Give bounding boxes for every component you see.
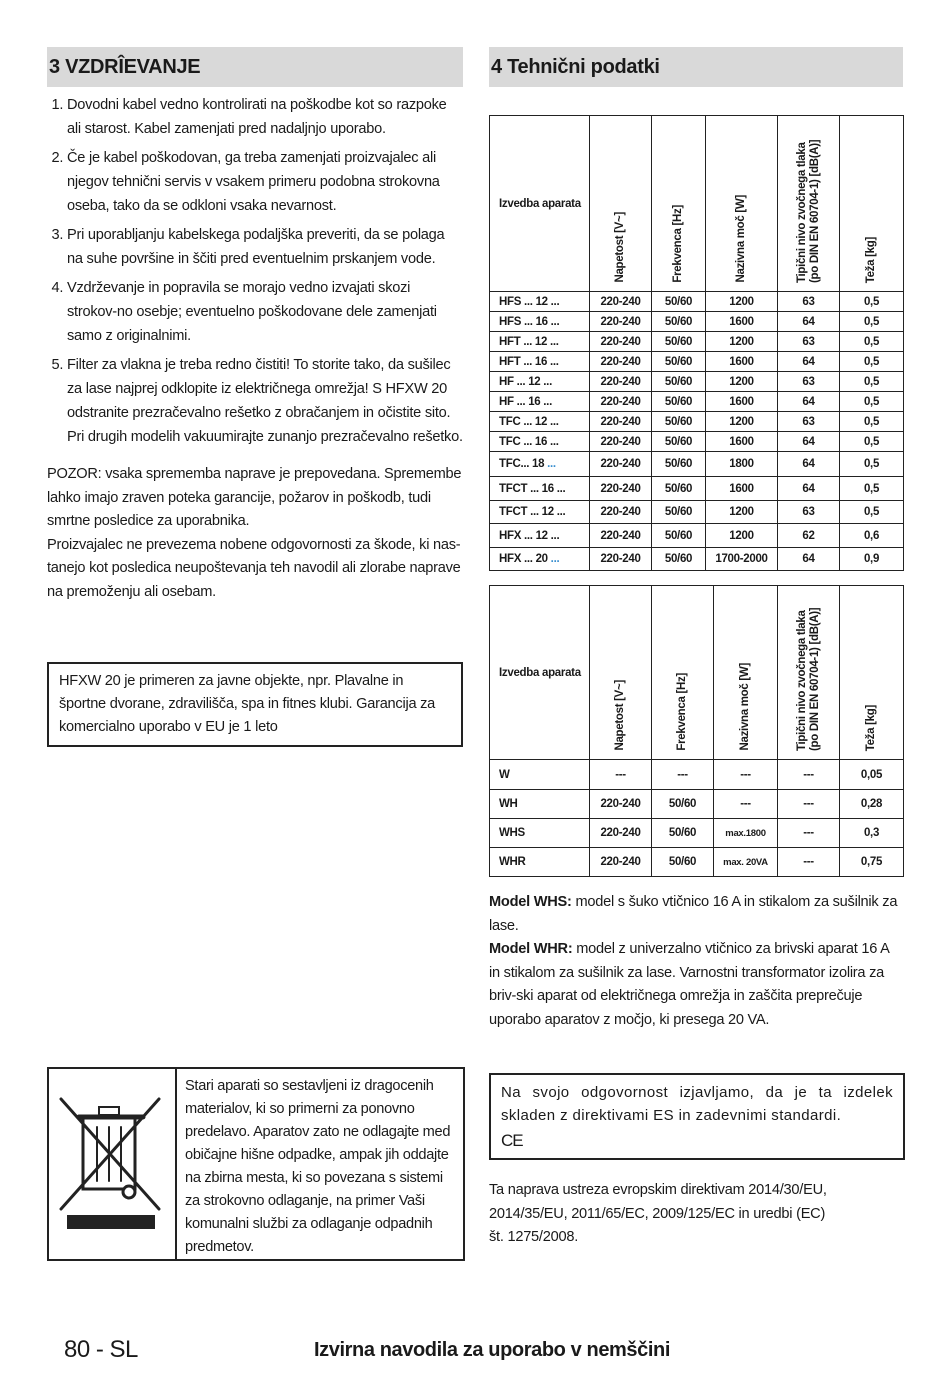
table-cell: 50/60 <box>652 477 706 501</box>
table-row <box>490 501 904 524</box>
model-cell: HF ... 16 ... <box>490 392 590 412</box>
table-cell: 50/60 <box>652 819 714 848</box>
table-cell: 63 <box>778 332 840 352</box>
model-whr-label: Model WHR: <box>489 941 573 957</box>
header-voltage: Napetost [V~] <box>590 116 652 292</box>
model-cell: HFT ... 12 ... <box>490 332 590 352</box>
model-whs-text: model s šuko vtičnico 16 A in stikalom za sušilnik za lase. <box>489 894 898 934</box>
table-cell: 0,5 <box>840 332 904 352</box>
table-cell: 50/60 <box>652 292 706 312</box>
table-cell: 50/60 <box>652 452 706 477</box>
table-cell: 1200 <box>706 332 778 352</box>
model-cell: TFC ... 16 ... <box>490 432 590 452</box>
table-row <box>490 548 904 571</box>
table-cell: 220-240 <box>590 790 652 819</box>
header-frequency: Frekvenca [Hz] <box>652 586 714 760</box>
table-cell: 50/60 <box>652 790 714 819</box>
table-cell: 1600 <box>706 392 778 412</box>
table-cell: 63 <box>778 292 840 312</box>
table-cell: 1600 <box>706 312 778 332</box>
table-row <box>490 760 904 790</box>
maintenance-section <box>47 47 463 747</box>
table-row <box>490 819 904 848</box>
spec-table-1-body <box>490 292 904 571</box>
declaration-text: Na svojo odgovornost izjavljamo, da je ta izdelek skladen z direktivami ES in zadevnimi standardi. <box>501 1084 893 1124</box>
table-cell: 220-240 <box>590 548 652 571</box>
header-voltage: Napetost [V~] <box>590 586 652 760</box>
table-cell: 220-240 <box>590 432 652 452</box>
model-cell: W <box>490 760 590 790</box>
header-frequency: Frekvenca [Hz] <box>652 116 706 292</box>
header-weight: Teža [kg] <box>840 116 904 292</box>
table-cell: 1700-2000 <box>706 548 778 571</box>
table-cell: --- <box>778 848 840 877</box>
table-cell: 0,5 <box>840 392 904 412</box>
table-cell: 50/60 <box>652 332 706 352</box>
table-cell: 63 <box>778 412 840 432</box>
model-whr-text: model z univerzalno vtičnico za brivski aparat 16 A in stikalom za sušilnik za lase. Varnostni transformator izolira za briv-ski aparat od električnega omrežja in zaščita preprečuje uporabo aparatov z močjo, ki presega 20 VA. <box>489 941 889 1028</box>
table-cell: 50/60 <box>652 432 706 452</box>
table-row <box>490 412 904 432</box>
table-cell: 62 <box>778 524 840 548</box>
liability-paragraph: Proizvajalec ne prevezema nobene odgovornosti za škode, ki nas-tanejo kot posledica neupoštevanja teh navodil ali zlorabe naprave na premoženju ali osebam. <box>47 536 461 600</box>
model-whs-label: Model WHS: <box>489 894 572 910</box>
tech-section <box>489 47 903 1032</box>
table-cell: 0,28 <box>840 790 904 819</box>
table-cell: 50/60 <box>652 548 706 571</box>
spec-table-1 <box>489 115 904 571</box>
table-cell: 64 <box>778 312 840 332</box>
model-whs-paragraph <box>489 891 903 938</box>
table-cell: 50/60 <box>652 501 706 524</box>
table-cell: 0,6 <box>840 524 904 548</box>
table-row <box>490 372 904 392</box>
table-row <box>490 477 904 501</box>
table-row <box>490 524 904 548</box>
model-whr-paragraph <box>489 938 903 1032</box>
model-cell: TFCT ... 12 ... <box>490 501 590 524</box>
model-cell: TFC... 18 ... <box>490 452 590 477</box>
table-cell: 220-240 <box>590 848 652 877</box>
table-cell: 0,5 <box>840 292 904 312</box>
table-cell: 220-240 <box>590 452 652 477</box>
table-cell: 64 <box>778 432 840 452</box>
table-cell: 63 <box>778 372 840 392</box>
table-cell: 50/60 <box>652 524 706 548</box>
table-cell: 1600 <box>706 432 778 452</box>
table-row <box>490 452 904 477</box>
model-cell: HFT ... 16 ... <box>490 352 590 372</box>
table-cell: max.1800 <box>714 819 778 848</box>
table-cell: 0,5 <box>840 412 904 432</box>
model-cell: TFC ... 12 ... <box>490 412 590 432</box>
table-cell: 64 <box>778 477 840 501</box>
model-cell: TFCT ... 16 ... <box>490 477 590 501</box>
model-cell: WHS <box>490 819 590 848</box>
table-cell: 0,5 <box>840 501 904 524</box>
spec-table-2-body <box>490 760 904 877</box>
table-cell: --- <box>778 819 840 848</box>
note-box: HFXW 20 je primeren za javne objekte, npr. Plavalne in športne dvorane, zdravilišča, spa in fitnes klubi. Garancija za komercialno uporabo v EU je 1 leto <box>47 662 463 747</box>
list-item: 3. Pri uporabljanju kabelskega podaljška preveriti, da se polaga na suhe površine in ščiti pred eventuelnim prskanjem vode. <box>67 223 463 271</box>
model-cell: WH <box>490 790 590 819</box>
table-row <box>490 352 904 372</box>
table-row <box>490 312 904 332</box>
table-cell: 220-240 <box>590 412 652 432</box>
header-power: Nazivna moč [W] <box>714 586 778 760</box>
ce-mark-icon: CE <box>501 1131 523 1150</box>
table-cell: --- <box>652 760 714 790</box>
spec-table-2 <box>489 585 904 877</box>
maintenance-list <box>47 93 463 449</box>
list-item: 5. Filter za vlakna je treba redno čistiti! To storite tako, da sušilec za lase najprej odklopite iz električnega omrežja! S HFXW 20 odstranite prezračevalno rešetko z obračanjem in očistite sito. Pri drugih modelih vakuumirajte zunanjo prezračevalno rešetko. <box>67 353 463 449</box>
model-cell: HFS ... 12 ... <box>490 292 590 312</box>
table-cell: 50/60 <box>652 392 706 412</box>
table-cell: 220-240 <box>590 332 652 352</box>
table-cell: 220-240 <box>590 352 652 372</box>
table-cell: 0,5 <box>840 372 904 392</box>
list-item: 2. Če je kabel poškodovan, ga treba zamenjati proizvajalec ali njegov tehnični servis v vsakem primeru podobna strokovna oseba, tako da se odkloni vsaka nevarnost. <box>67 146 463 218</box>
table-cell: 220-240 <box>590 819 652 848</box>
table-cell: --- <box>714 790 778 819</box>
table-cell: 220-240 <box>590 524 652 548</box>
table-cell: 1600 <box>706 352 778 372</box>
model-cell: HFS ... 16 ... <box>490 312 590 332</box>
table-cell: 1600 <box>706 477 778 501</box>
table-cell: 220-240 <box>590 312 652 332</box>
table-row <box>490 292 904 312</box>
model-cell: HF ... 12 ... <box>490 372 590 392</box>
table-cell: 0,5 <box>840 312 904 332</box>
table-row <box>490 848 904 877</box>
header-power: Nazivna moč [W] <box>706 116 778 292</box>
table-cell: 220-240 <box>590 392 652 412</box>
table-cell: 0,05 <box>840 760 904 790</box>
table-cell: --- <box>714 760 778 790</box>
model-cell: HFX ... 12 ... <box>490 524 590 548</box>
table-cell: 0,3 <box>840 819 904 848</box>
list-item: 4. Vzdrževanje in popravila se morajo vedno izvajati skozi strokov-no osebje; eventuelno poškodovane dele zamenjati samo z originalnimi. <box>67 276 463 348</box>
table-cell: 220-240 <box>590 501 652 524</box>
header-weight: Teža [kg] <box>840 586 904 760</box>
table-cell: 50/60 <box>652 312 706 332</box>
table-row <box>490 392 904 412</box>
list-item: 1. Dovodni kabel vedno kontrolirati na poškodbe kot so razpoke ali starost. Kabel zamenjati pred nadaljnjo uporabo. <box>67 93 463 141</box>
table-cell: 64 <box>778 352 840 372</box>
table-cell: 0,5 <box>840 352 904 372</box>
table-cell: 50/60 <box>652 412 706 432</box>
table-row <box>490 790 904 819</box>
table-cell: --- <box>778 790 840 819</box>
table-cell: 1200 <box>706 292 778 312</box>
table-row <box>490 332 904 352</box>
compliance-paragraph: Ta naprava ustreza evropskim direktivam 2014/30/EU, 2014/35/EU, 2011/65/EC, 2009/125/EC in uredbi (EC) št. 1275/2008. <box>489 1182 827 1245</box>
table-cell: 64 <box>778 452 840 477</box>
maintenance-title: 3 VZDRÎEVANJE <box>47 47 463 87</box>
table-cell: 1200 <box>706 372 778 392</box>
tech-title: 4 Tehnični podatki <box>489 47 903 87</box>
header-model: Izvedba aparata <box>490 116 590 292</box>
weee-box <box>47 1067 465 1261</box>
table-cell: 1200 <box>706 412 778 432</box>
header-noise: Tipični nivo zvočnega tlaka (po DIN EN 60704-1) [dB(A)] <box>778 586 840 760</box>
table-cell: --- <box>778 760 840 790</box>
table-cell: 50/60 <box>652 352 706 372</box>
page-number: 80 - SL <box>64 1336 138 1363</box>
table-cell: 0,5 <box>840 452 904 477</box>
header-model: Izvedba aparata <box>490 586 590 760</box>
footer-title: Izvirna navodila za uporabo v nemščini <box>314 1339 671 1361</box>
table-cell: 50/60 <box>652 372 706 392</box>
table-cell: --- <box>590 760 652 790</box>
table-cell: 220-240 <box>590 292 652 312</box>
weee-text: Stari aparati so sestavljeni iz dragocenih materialov, ki so primerni za ponovno predelavo. Aparatov zato ne odlagajte med običajne hišne odpadke, ampak jih oddajte na zbirna mesta, ki so povezana s sistemi za strokovno odlaganje, na primer Vaši komunalni službi za odlaganje odpadnih predmetov. <box>185 1078 451 1255</box>
table-cell: 0,75 <box>840 848 904 877</box>
table-cell: 0,5 <box>840 432 904 452</box>
table-cell: 64 <box>778 548 840 571</box>
table-cell: 0,9 <box>840 548 904 571</box>
table-cell: 1200 <box>706 524 778 548</box>
crossed-out-wheelie-bin-icon <box>49 1069 177 1259</box>
table-cell: max. 20VA <box>714 848 778 877</box>
declaration-box <box>489 1073 905 1160</box>
model-cell: HFX ... 20 ... <box>490 548 590 571</box>
header-noise: Tipični nivo zvočnega tlaka (po DIN EN 60704-1) [dB(A)] <box>778 116 840 292</box>
table-cell: 50/60 <box>652 848 714 877</box>
table-cell: 64 <box>778 392 840 412</box>
table-cell: 0,5 <box>840 477 904 501</box>
warning-paragraph: POZOR: vsaka sprememba naprave je prepovedana. Spremembe lahko imajo zraven poteka garancije, požarov in poškodb, tudi smrtne posledice za uporabnika. <box>47 466 462 529</box>
table-cell: 63 <box>778 501 840 524</box>
table-cell: 220-240 <box>590 477 652 501</box>
table-cell: 1800 <box>706 452 778 477</box>
table-row <box>490 432 904 452</box>
model-cell: WHR <box>490 848 590 877</box>
table-cell: 220-240 <box>590 372 652 392</box>
table-cell: 1200 <box>706 501 778 524</box>
